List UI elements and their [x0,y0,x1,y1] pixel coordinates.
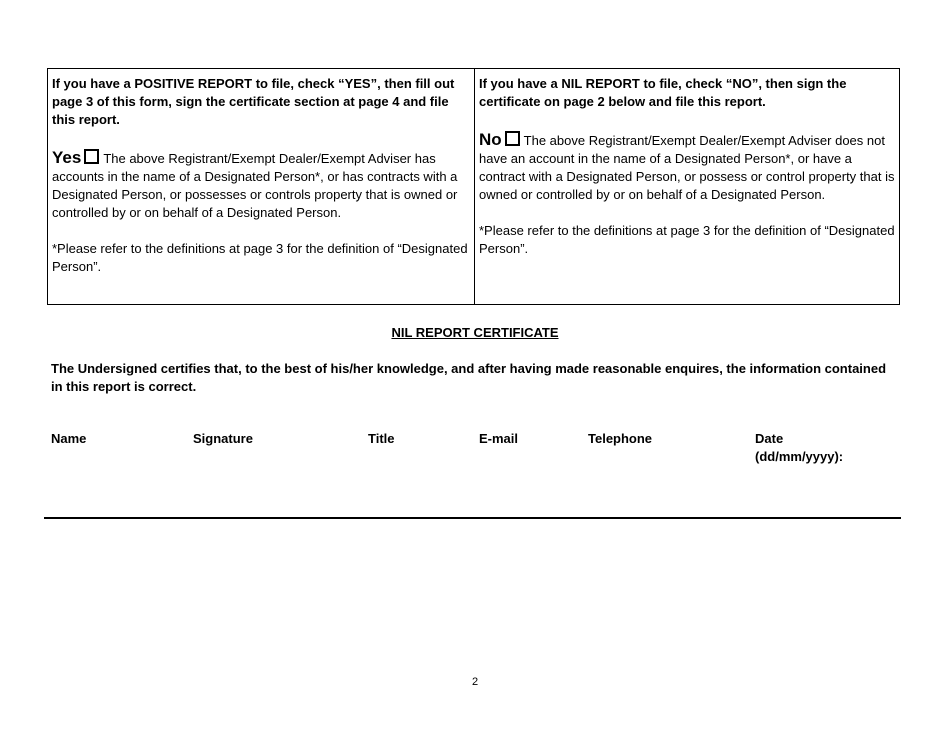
certificate-title: NIL REPORT CERTIFICATE [391,325,559,340]
positive-report-choice [52,149,470,222]
nil-report-statement: The above Registrant/Exempt Dealer/Exempt Adviser does not have an account in the name of a Designated Person*, or have a contract with a Designated Person, or possess or control property that is owned or controlled by or on behalf of a Designated Person. [479,133,895,202]
no-label: No [479,130,502,149]
positive-report-cell [48,69,475,304]
signature-field-label: Signature [193,431,253,446]
title-field-label: Title [368,431,395,446]
positive-report-instruction: If you have a POSITIVE REPORT to file, check “YES”, then fill out page 3 of this form, sign the certificate section at page 4 and file this report. [52,76,455,127]
nil-report-instruction: If you have a NIL REPORT to file, check “NO”, then sign the certificate on page 2 below and file this report. [479,76,847,109]
positive-report-statement: The above Registrant/Exempt Dealer/Exempt Adviser has accounts in the name of a Designated Person*, or has contracts with a Designated Person, or possesses or controls property that is owned or controlled by or on behalf of a Designated Person. [52,151,458,220]
date-label: Date [755,431,784,446]
yes-label: Yes [52,148,82,167]
nil-report-choice [479,131,895,204]
telephone-field-label: Telephone [588,431,653,446]
positive-report-note: *Please refer to the definitions at page 3 for the definition of “Designated Person”. [52,241,468,274]
report-type-table [47,68,900,305]
page-number: 2 [471,676,479,688]
no-checkbox[interactable] [505,131,520,146]
date-format: (dd/mm/yyyy): [755,449,844,464]
nil-report-cell [475,69,899,304]
yes-checkbox[interactable] [84,149,99,164]
signature-line[interactable] [44,517,901,519]
nil-report-note: *Please refer to the definitions at page 3 for the definition of “Designated Person”. [479,223,895,256]
name-field-label: Name [51,431,87,446]
date-field-label [755,430,875,466]
certificate-statement: The Undersigned certifies that, to the best of his/her knowledge, and after having made reasonable enquires, the information contained in this report is correct. [51,361,887,394]
email-field-label: E-mail [479,431,519,446]
